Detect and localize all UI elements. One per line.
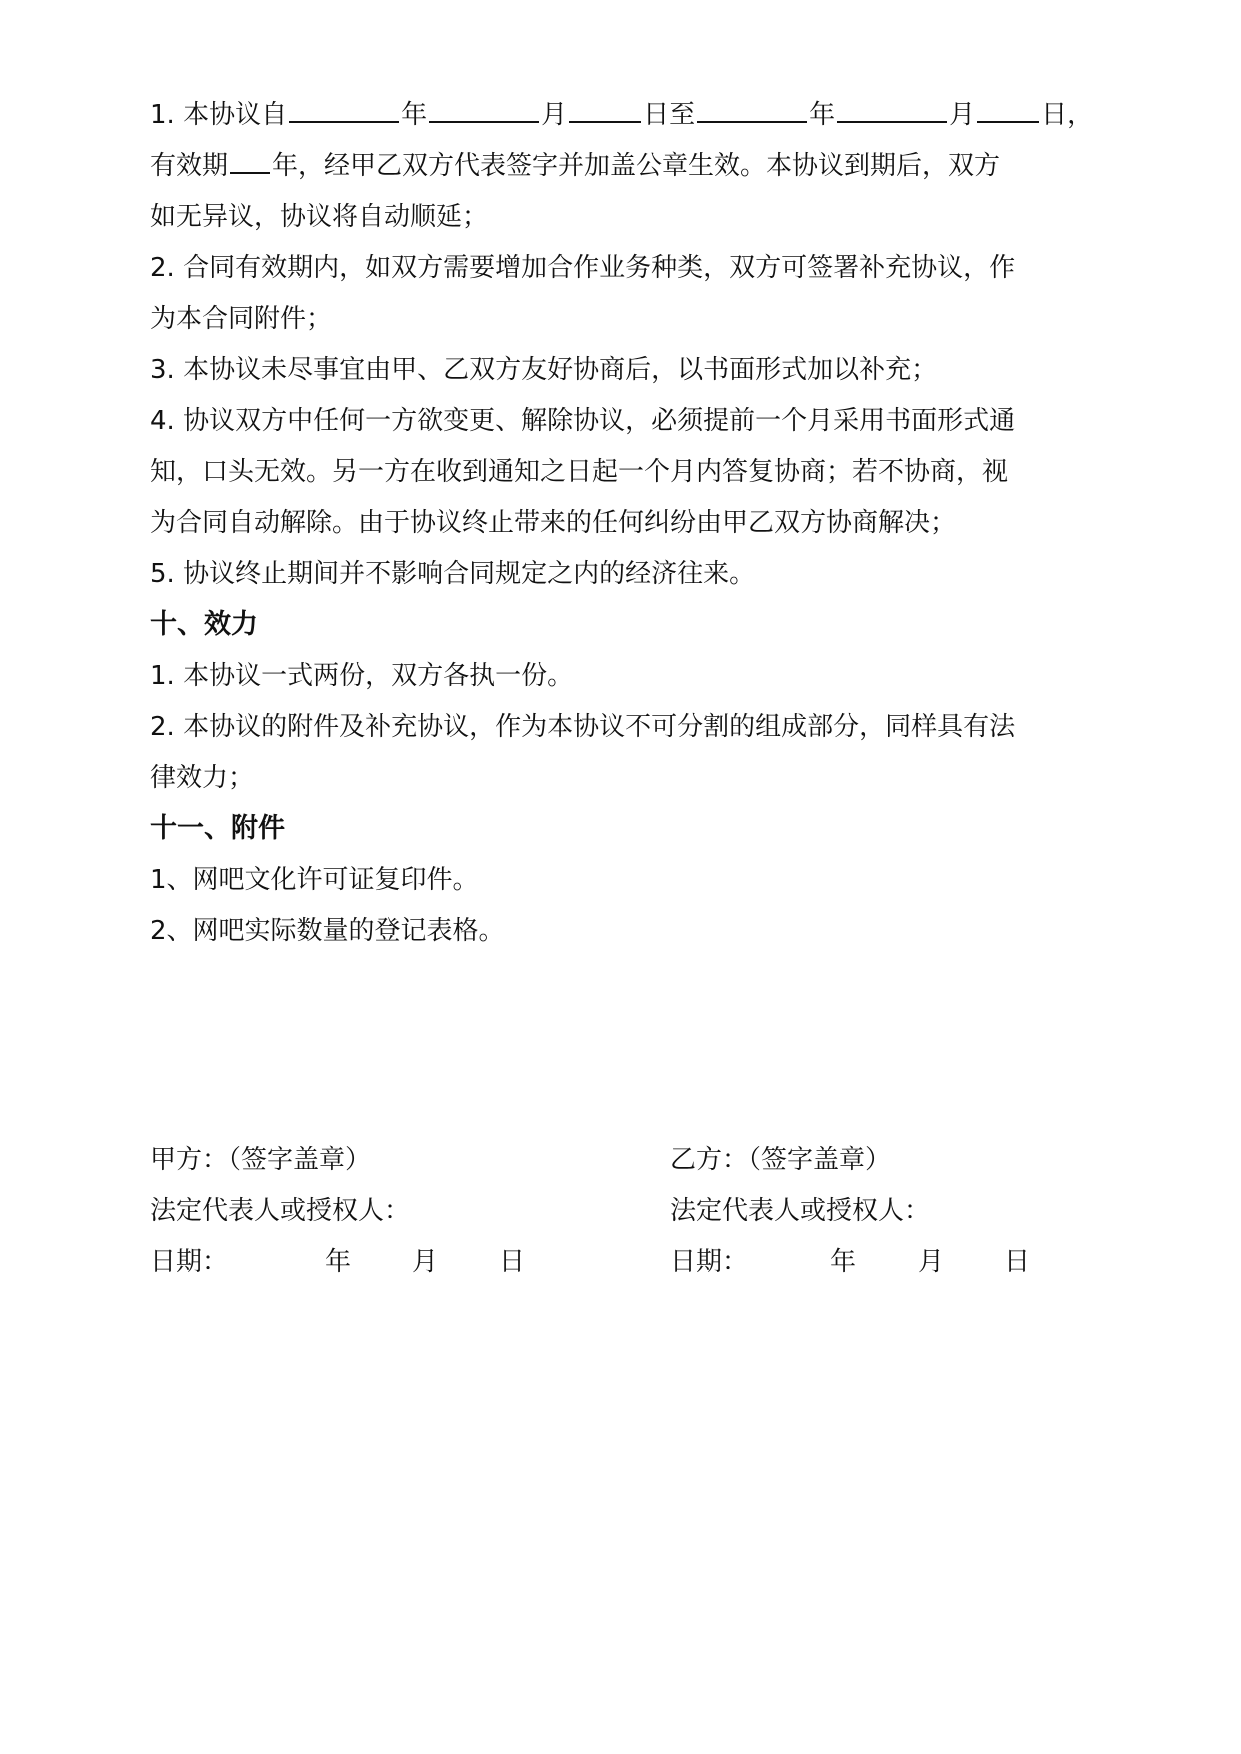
effect-item-2-line-1: 2. 本协议的附件及补充协议，作为本协议不可分割的组成部分，同样具有法 (150, 712, 1016, 742)
party-a-month: 月 (412, 1247, 439, 1277)
party-b-year: 年 (830, 1247, 857, 1277)
party-a-year: 年 (325, 1247, 352, 1277)
attach-item-1: 1、网吧文化许可证复印件。 (150, 865, 479, 895)
clause-1-line-1 (150, 98, 1110, 132)
end-month-blank (837, 99, 947, 123)
section-effect-heading: 十、效力 (150, 609, 258, 640)
section-attach-heading: 十一、附件 (150, 813, 285, 844)
clause-1-text-b: 年 (401, 100, 428, 130)
clause-4-line-2: 知，口头无效。另一方在收到通知之日起一个月内答复协商；若不协商，视 (150, 457, 1009, 487)
party-b-rep: 法定代表人或授权人： (670, 1196, 931, 1226)
clause-1-text-f: 月 (949, 100, 976, 130)
clause-1-text-d: 日至 (643, 100, 696, 130)
clause-5-line-1: 5. 协议终止期间并不影响合同规定之内的经济往来。 (150, 559, 756, 589)
effect-item-2-line-2: 律效力； (150, 763, 255, 793)
clause-1-text-g: 日， (1041, 100, 1094, 130)
clause-1-validity-label: 有效期 (150, 151, 229, 181)
party-b-title: 乙方：（签字盖章） (670, 1145, 892, 1175)
clause-1-number: 1. (150, 100, 175, 130)
party-b-month: 月 (918, 1247, 945, 1277)
party-a-day: 日 (499, 1247, 526, 1277)
start-year-blank (289, 99, 399, 123)
start-day-blank (569, 99, 641, 123)
clause-1-text-c: 月 (541, 100, 568, 130)
start-month-blank (429, 99, 539, 123)
attach-item-2: 2、网吧实际数量的登记表格。 (150, 916, 505, 946)
clause-3-line-1: 3. 本协议未尽事宜由甲、乙双方友好协商后，以书面形式加以补充； (150, 355, 938, 385)
party-b-date-label: 日期： (670, 1247, 749, 1277)
clause-4-line-3: 为合同自动解除。由于协议终止带来的任何纠纷由甲乙双方协商解决； (150, 508, 957, 538)
validity-years-blank (230, 150, 270, 174)
clause-1-text-e: 年 (809, 100, 836, 130)
clause-2-line-2: 为本合同附件； (150, 304, 333, 334)
end-year-blank (697, 99, 807, 123)
clause-4-line-1: 4. 协议双方中任何一方欲变更、解除协议，必须提前一个月采用书面形式通 (150, 406, 1016, 436)
clause-1-line-2 (150, 149, 1110, 183)
effect-item-1: 1. 本协议一式两份，双方各执一份。 (150, 661, 574, 691)
party-b-day: 日 (1004, 1247, 1031, 1277)
party-a-title: 甲方：（签字盖章） (150, 1145, 372, 1175)
clause-1-text-a: 本协议自 (183, 100, 288, 130)
clause-1-line-3: 如无异议，协议将自动顺延； (150, 202, 489, 232)
end-day-blank (977, 99, 1039, 123)
clause-2-line-1: 2. 合同有效期内，如双方需要增加合作业务种类，双方可签署补充协议，作 (150, 253, 1016, 283)
party-a-date-label: 日期： (150, 1247, 229, 1277)
party-a-rep: 法定代表人或授权人： (150, 1196, 411, 1226)
clause-1-line-2-text: 年，经甲乙双方代表签字并加盖公章生效。本协议到期后，双方 (272, 151, 1001, 181)
